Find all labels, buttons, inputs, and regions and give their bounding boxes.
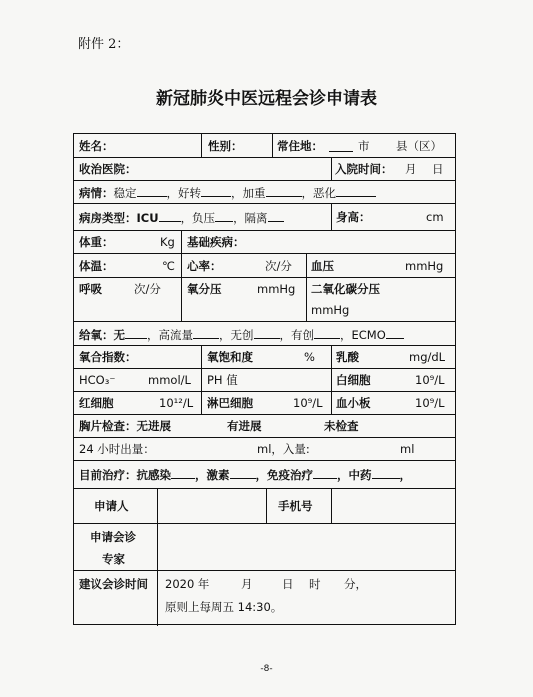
- illness-severe: ，恶化: [301, 186, 336, 200]
- lactate-unit: mg/dL: [409, 350, 446, 364]
- bp-unit: mmHg: [405, 259, 444, 273]
- pco2-label: 二氧化碳分压: [311, 282, 380, 296]
- saturation-unit: %: [304, 350, 315, 364]
- platelet-unit: 10⁹/L: [415, 396, 445, 410]
- ward-label: 病房类型：ICU: [79, 211, 159, 225]
- residence-label: 常住地：: [277, 139, 323, 153]
- form-title: 新冠肺炎中医远程会诊申请表: [156, 89, 377, 109]
- illness-worse: ，加重: [231, 186, 266, 200]
- oxygen-noninvasive: ，无创: [219, 328, 254, 342]
- oxygenation-index-label: 氧合指数：: [79, 350, 137, 364]
- expert-label-line2: 专家: [102, 552, 125, 566]
- consultation-form: [73, 133, 456, 625]
- oxygen-ecmo: ，ECMO: [340, 328, 386, 342]
- chest-progress-label: 有进展: [227, 419, 262, 433]
- treatment-label: 目前治疗：抗感染: [79, 468, 171, 482]
- rbc-unit: 10¹²/L: [159, 396, 194, 410]
- admit-time-label: 入院时间：: [335, 162, 393, 176]
- wbc-unit: 10⁹/L: [415, 373, 445, 387]
- consult-year: 2020 年: [165, 577, 210, 591]
- heart-rate-label: 心率：: [187, 259, 222, 273]
- lymphocyte-unit: 10⁹/L: [293, 396, 323, 410]
- consult-time-label: 建议会诊时间: [79, 577, 148, 591]
- po2-unit: mmHg: [257, 282, 296, 296]
- history-label: 基础疾病：: [187, 235, 245, 249]
- lymphocyte-label: 淋巴细胞: [207, 396, 253, 410]
- resp-label: 呼吸: [79, 282, 102, 296]
- ward-negative: ，负压: [180, 211, 216, 225]
- phone-label: 手机号: [278, 499, 313, 513]
- oxygen-high: ，高流量: [147, 328, 193, 342]
- height-label: 身高：: [336, 210, 371, 224]
- page-number: -8-: [260, 664, 273, 674]
- consult-hour: 时: [309, 577, 321, 591]
- intake-label: ml，入量:: [257, 442, 310, 456]
- temp-unit: ℃: [162, 259, 175, 273]
- illness-stable: 稳定: [113, 186, 137, 200]
- county-label: 县（区）: [396, 139, 442, 153]
- output-label: 24 小时出量：: [79, 442, 155, 456]
- heart-rate-unit: 次/分: [265, 259, 292, 273]
- city-label: 市: [358, 139, 370, 153]
- attachment-label: 附件 2：: [78, 37, 130, 52]
- illness-label: 病情：: [79, 186, 114, 200]
- pco2-unit: mmHg: [311, 303, 350, 317]
- oxygen-label: 给氧：无: [79, 328, 125, 342]
- intake-unit: ml: [400, 442, 415, 456]
- saturation-label: 氧饱和度: [207, 350, 253, 364]
- treatment-hormone: ，激素: [195, 468, 230, 482]
- oxygen-invasive: ，有创: [279, 328, 314, 342]
- applicant-label: 申请人: [94, 499, 129, 513]
- name-label: 姓名：: [79, 139, 114, 153]
- consult-day: 日: [282, 577, 294, 591]
- hco3-unit: mmol/L: [148, 373, 191, 387]
- admit-day-label: 日: [432, 162, 444, 176]
- weight-label: 体重：: [79, 235, 114, 249]
- po2-label: 氧分压: [187, 282, 222, 296]
- weight-unit: Kg: [160, 235, 175, 249]
- hospital-label: 收治医院：: [79, 162, 137, 176]
- treatment-tcm: ，中药: [337, 468, 372, 482]
- consult-note: 原则上每周五 14:30。: [165, 600, 283, 614]
- chest-unchecked-label: 未检查: [324, 419, 359, 433]
- illness-better: ，好转: [166, 186, 201, 200]
- rbc-label: 红细胞: [79, 396, 114, 410]
- treatment-comma: ，: [399, 468, 411, 482]
- bp-label: 血压: [311, 259, 334, 273]
- consult-minute: 分，: [344, 577, 367, 591]
- resp-unit: 次/分: [134, 282, 161, 296]
- height-unit: cm: [426, 210, 444, 224]
- wbc-label: 白细胞: [336, 373, 371, 387]
- ph-label: PH 值: [207, 373, 238, 387]
- gender-label: 性别：: [208, 139, 243, 153]
- ward-isolation: ，隔离: [233, 211, 268, 225]
- lactate-label: 乳酸: [336, 350, 359, 364]
- temp-label: 体温：: [79, 259, 114, 273]
- hco3-label: HCO₃⁻: [79, 373, 116, 387]
- admit-month-label: 月: [405, 162, 417, 176]
- expert-label-line1: 申请会诊: [90, 530, 136, 544]
- chest-xray-label: 胸片检查：无进展: [79, 419, 171, 433]
- consult-month: 月: [241, 577, 253, 591]
- treatment-immune: ，免疫治疗: [255, 468, 313, 482]
- platelet-label: 血小板: [336, 396, 371, 410]
